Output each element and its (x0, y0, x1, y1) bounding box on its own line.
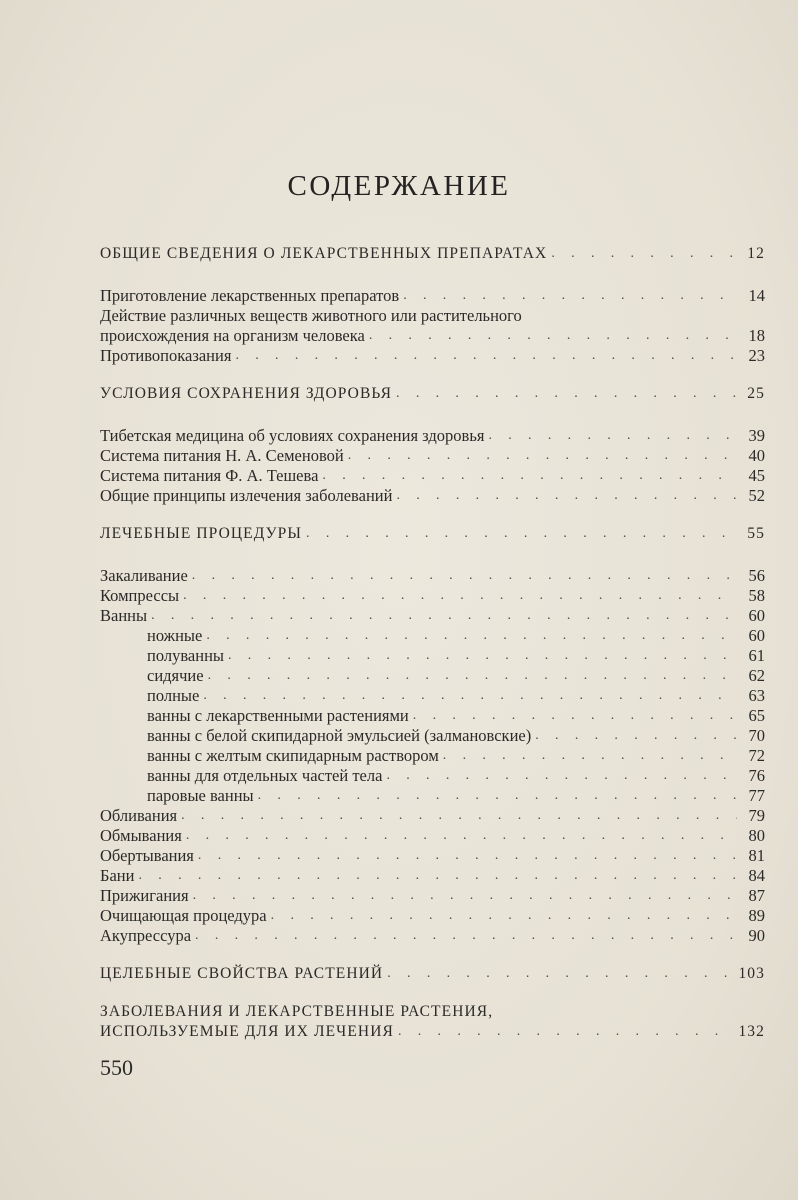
dot-leader (186, 826, 737, 846)
toc-entry (100, 486, 765, 506)
toc-subentry (100, 666, 765, 686)
toc-subentry (100, 766, 765, 786)
dot-leader (192, 566, 737, 586)
toc-page-number: 23 (748, 346, 765, 365)
toc-entry (100, 586, 765, 606)
toc-entry-label: Бани (100, 866, 135, 885)
toc-entry (100, 566, 765, 586)
toc-entry-label: УСЛОВИЯ СОХРАНЕНИЯ ЗДОРОВЬЯ (100, 385, 393, 402)
dot-leader (235, 346, 737, 366)
dot-leader (195, 926, 737, 946)
toc-page-number: 90 (748, 926, 765, 945)
toc-page-number: 89 (748, 906, 765, 925)
toc-page-number: 87 (748, 886, 765, 905)
toc-entry (100, 846, 765, 866)
dot-leader (403, 286, 737, 306)
toc-page-number: 103 (738, 965, 765, 982)
dot-leader (443, 746, 737, 766)
toc-subentry (100, 686, 765, 706)
toc-page-number: 81 (748, 846, 765, 865)
toc-page-number: 62 (748, 666, 765, 685)
dot-leader (203, 686, 737, 706)
dot-leader (488, 426, 737, 446)
toc-section-3 (100, 524, 765, 544)
toc-entry (100, 426, 765, 446)
toc-entry-label: Ванны (100, 606, 148, 625)
dot-leader (535, 726, 737, 746)
dot-leader (369, 326, 737, 346)
toc-page-number: 39 (748, 426, 765, 445)
toc-page-number: 132 (738, 1023, 765, 1040)
toc-section-5 (100, 1002, 765, 1042)
dot-leader (228, 646, 737, 666)
toc-subentry (100, 646, 765, 666)
toc-entry (100, 446, 765, 466)
toc-page-number: 12 (747, 245, 765, 262)
toc-entry-label: Акупрессура (100, 926, 192, 945)
dot-leader (198, 846, 737, 866)
toc-entry-label: ванны с лекарственными растениями (147, 706, 409, 725)
toc-entry-label: ванны с желтым скипидарным раствором (147, 746, 439, 765)
toc-entry-label: ЛЕЧЕБНЫЕ ПРОЦЕДУРЫ (100, 525, 303, 542)
dot-leader (206, 626, 737, 646)
dot-leader (271, 906, 737, 926)
dot-leader (138, 866, 737, 886)
toc-page-number: 76 (748, 766, 765, 785)
dot-leader (396, 486, 737, 506)
toc-entry (100, 346, 765, 366)
dot-leader (258, 786, 737, 806)
toc-page-number: 18 (748, 326, 765, 345)
toc-page-number: 55 (747, 525, 765, 542)
toc-entry (100, 906, 765, 926)
toc-page-number: 40 (748, 446, 765, 465)
toc-page-number: 52 (748, 486, 765, 505)
toc-entry-label: Обертывания (100, 846, 194, 865)
toc-subentry (100, 626, 765, 646)
toc-entry-label: ОБЩИЕ СВЕДЕНИЯ О ЛЕКАРСТВЕННЫХ ПРЕПАРАТАХ (100, 245, 548, 262)
dot-leader (398, 1022, 732, 1042)
toc-page-number: 70 (748, 726, 765, 745)
toc-page-number: 72 (748, 746, 765, 765)
toc-section-4 (100, 964, 765, 984)
dot-leader (193, 886, 737, 906)
toc-section-2 (100, 384, 765, 404)
toc-subentry (100, 706, 765, 726)
dot-leader (396, 384, 737, 404)
dot-leader (181, 806, 737, 826)
toc-page-number: 84 (748, 866, 765, 885)
toc-entry (100, 606, 765, 626)
table-of-contents (100, 244, 765, 1042)
toc-page-number: 61 (748, 646, 765, 665)
toc-entry-label-line1: Действие различных веществ животного или растительного (100, 306, 522, 325)
toc-entry (100, 286, 765, 306)
dot-leader (386, 766, 737, 786)
toc-entry-label: Система питания Ф. А. Тешева (100, 466, 319, 485)
toc-entry-label-line2: происхождения на организм человека (100, 326, 365, 345)
toc-entry-label: сидячие (147, 666, 204, 685)
toc-entry (100, 806, 765, 826)
toc-entry-label: паровые ванны (147, 786, 254, 805)
toc-entry-label: Противопоказания (100, 346, 232, 365)
dot-leader (306, 524, 737, 544)
toc-entry (100, 926, 765, 946)
toc-entry-label: Прижигания (100, 886, 189, 905)
toc-page-number: 79 (748, 806, 765, 825)
toc-entry-label: Очищающая процедура (100, 906, 267, 925)
toc-entry-label: Обмывания (100, 826, 182, 845)
toc-entry-label: Закаливание (100, 566, 188, 585)
toc-entry-label-line1: ЗАБОЛЕВАНИЯ И ЛЕКАРСТВЕННЫЕ РАСТЕНИЯ, (100, 1003, 494, 1020)
dot-leader (322, 466, 737, 486)
dot-leader (413, 706, 737, 726)
toc-entry-label-line2: ИСПОЛЬЗУЕМЫЕ ДЛЯ ИХ ЛЕЧЕНИЯ (100, 1023, 394, 1040)
toc-page-number: 80 (748, 826, 765, 845)
dot-leader (387, 964, 732, 984)
page-number: 550 (100, 1055, 133, 1080)
toc-entry (100, 826, 765, 846)
toc-page-number: 60 (748, 606, 765, 625)
toc-page-number: 60 (748, 626, 765, 645)
toc-page-number: 56 (748, 566, 765, 585)
toc-entry-label: Приготовление лекарственных препаратов (100, 286, 400, 305)
toc-subentry (100, 726, 765, 746)
toc-entry-label: полуванны (147, 646, 224, 665)
toc-entry-label: Общие принципы излечения заболеваний (100, 486, 393, 505)
toc-entry-two-line (100, 306, 765, 346)
dot-leader (551, 244, 737, 264)
toc-section-1 (100, 244, 765, 264)
toc-entry-label: полные (147, 686, 200, 705)
toc-page-number: 14 (748, 286, 765, 305)
dot-leader (151, 606, 737, 626)
toc-entry-label: Обливания (100, 806, 178, 825)
dot-leader (208, 666, 737, 686)
toc-subentry (100, 786, 765, 806)
toc-page-number: 77 (748, 786, 765, 805)
toc-subentry (100, 746, 765, 766)
toc-page-number: 65 (748, 706, 765, 725)
toc-entry-label: ЦЕЛЕБНЫЕ СВОЙСТВА РАСТЕНИЙ (100, 965, 384, 982)
toc-entry (100, 886, 765, 906)
toc-entry-label: ножные (147, 626, 203, 645)
toc-entry-label: ванны для отдельных частей тела (147, 766, 383, 785)
toc-page-number: 25 (747, 385, 765, 402)
toc-page-number: 58 (748, 586, 765, 605)
toc-entry (100, 866, 765, 886)
toc-page-number: 45 (748, 466, 765, 485)
toc-entry-label: Компрессы (100, 586, 180, 605)
page-title: СОДЕРЖАНИЕ (287, 170, 511, 202)
toc-entry-label: ванны с белой скипидарной эмульсией (залмановские) (147, 726, 532, 745)
toc-entry-label: Тибетская медицина об условиях сохранения здоровья (100, 426, 485, 445)
toc-entry (100, 466, 765, 486)
toc-entry-label: Система питания Н. А. Семеновой (100, 446, 344, 465)
dot-leader (183, 586, 737, 606)
dot-leader (348, 446, 737, 466)
toc-page-number: 63 (748, 686, 765, 705)
